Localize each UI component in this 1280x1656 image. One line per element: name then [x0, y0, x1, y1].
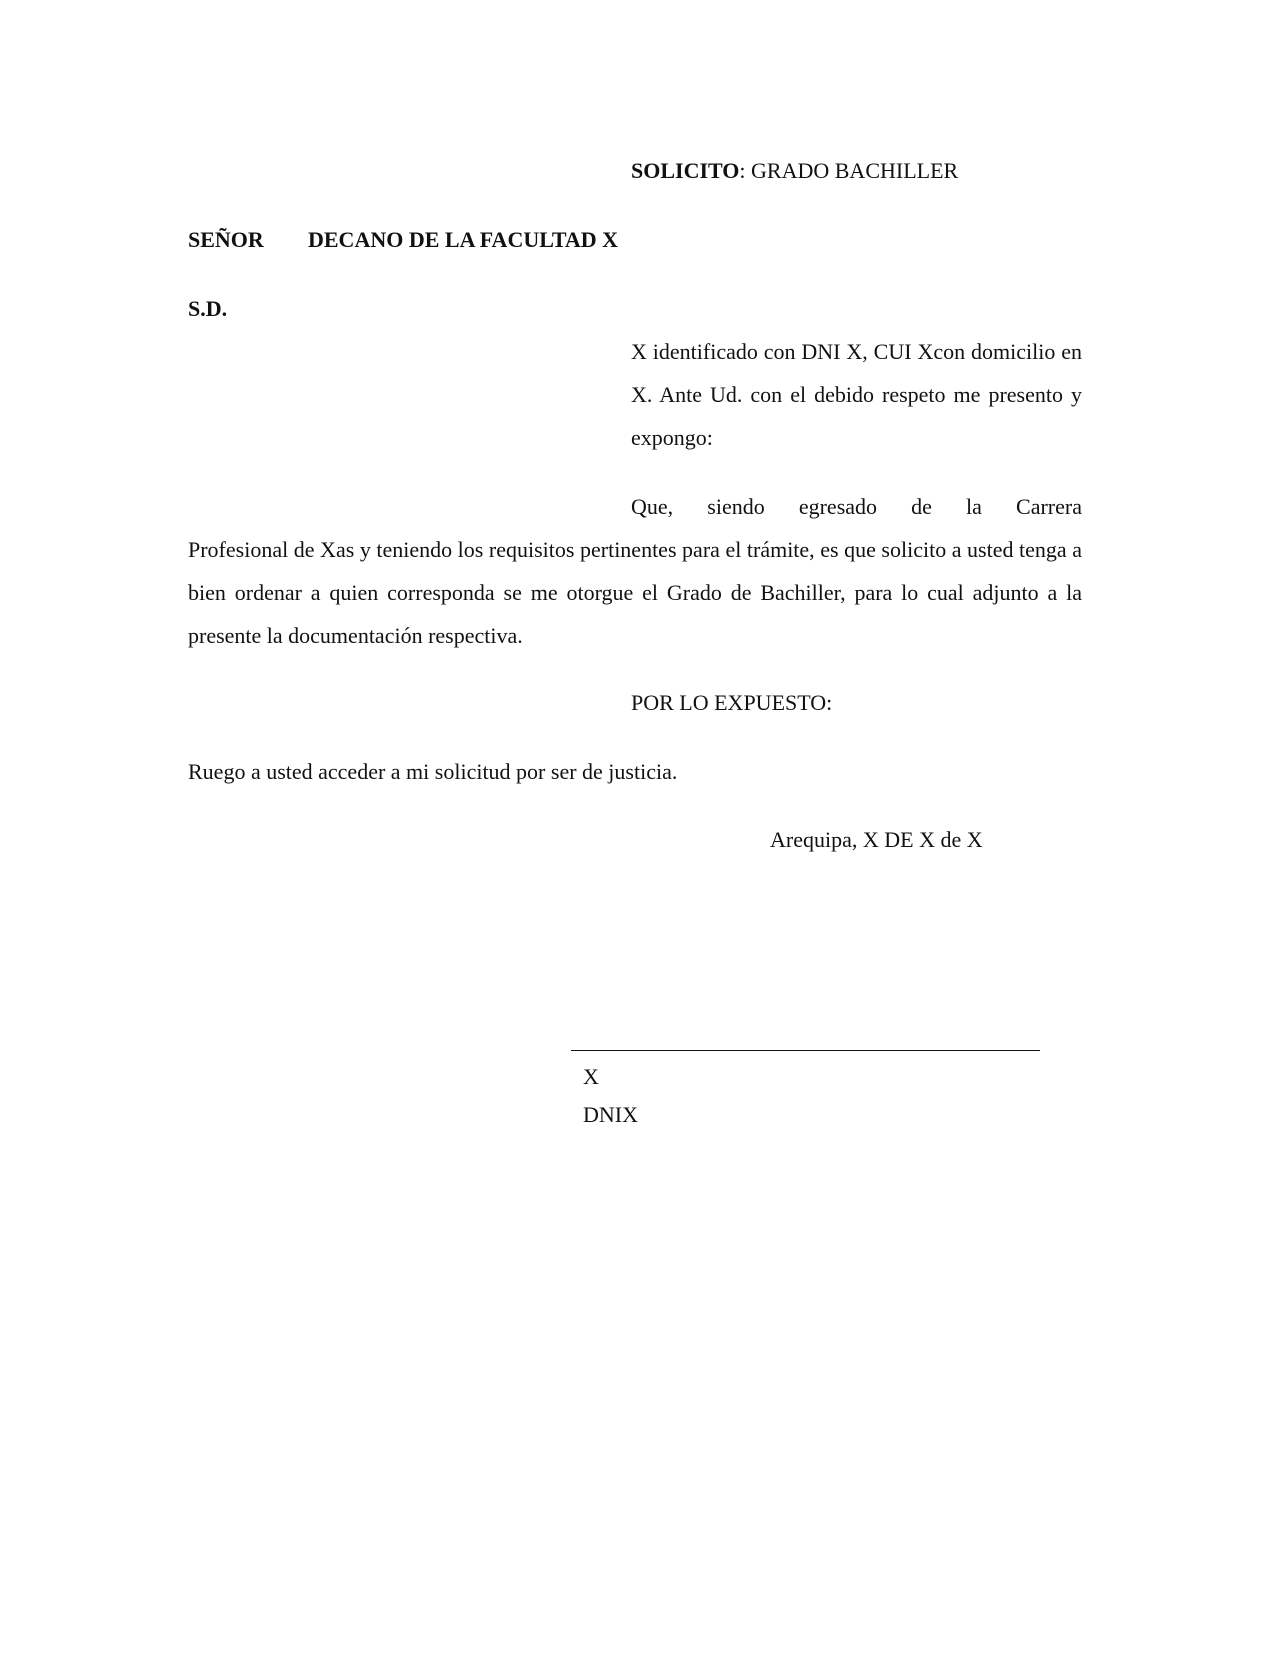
por-lo-expuesto: POR LO EXPUESTO: [631, 690, 833, 715]
subject-line [631, 158, 958, 184]
addressee-title [188, 227, 264, 253]
signature-name: X [583, 1064, 599, 1089]
signature-dni: DNIX [583, 1102, 638, 1127]
sd-label: S.D. [188, 296, 228, 321]
senor-label: SEÑOR [188, 227, 264, 252]
decano-label: DECANO DE LA FACULTAD X [308, 227, 619, 252]
subject-value: : GRADO BACHILLER [739, 158, 959, 183]
intro-paragraph: X identificado con DNI X, CUI Xcon domicilio en X. Ante Ud. con el debido respeto me presento y expongo: [631, 339, 1082, 450]
place-date: Arequipa, X DE X de X [770, 827, 983, 852]
addressee-name [308, 227, 618, 253]
main-paragraph-first-line: Que, siendo egresado de la Carrera [631, 494, 1082, 519]
request-sentence: Ruego a usted acceder a mi solicitud por ser de justicia. [188, 759, 678, 784]
subject-label: SOLICITO [631, 158, 740, 183]
signature-line [571, 1050, 1040, 1051]
main-paragraph: Profesional de Xas y teniendo los requisitos pertinentes para el trámite, es que solicito a usted tenga a bien ordenar a quien corresponda se me otorgue el Grado de Bachiller, para lo cual adjunto a la presente la documentación respectiva. [188, 537, 1082, 648]
